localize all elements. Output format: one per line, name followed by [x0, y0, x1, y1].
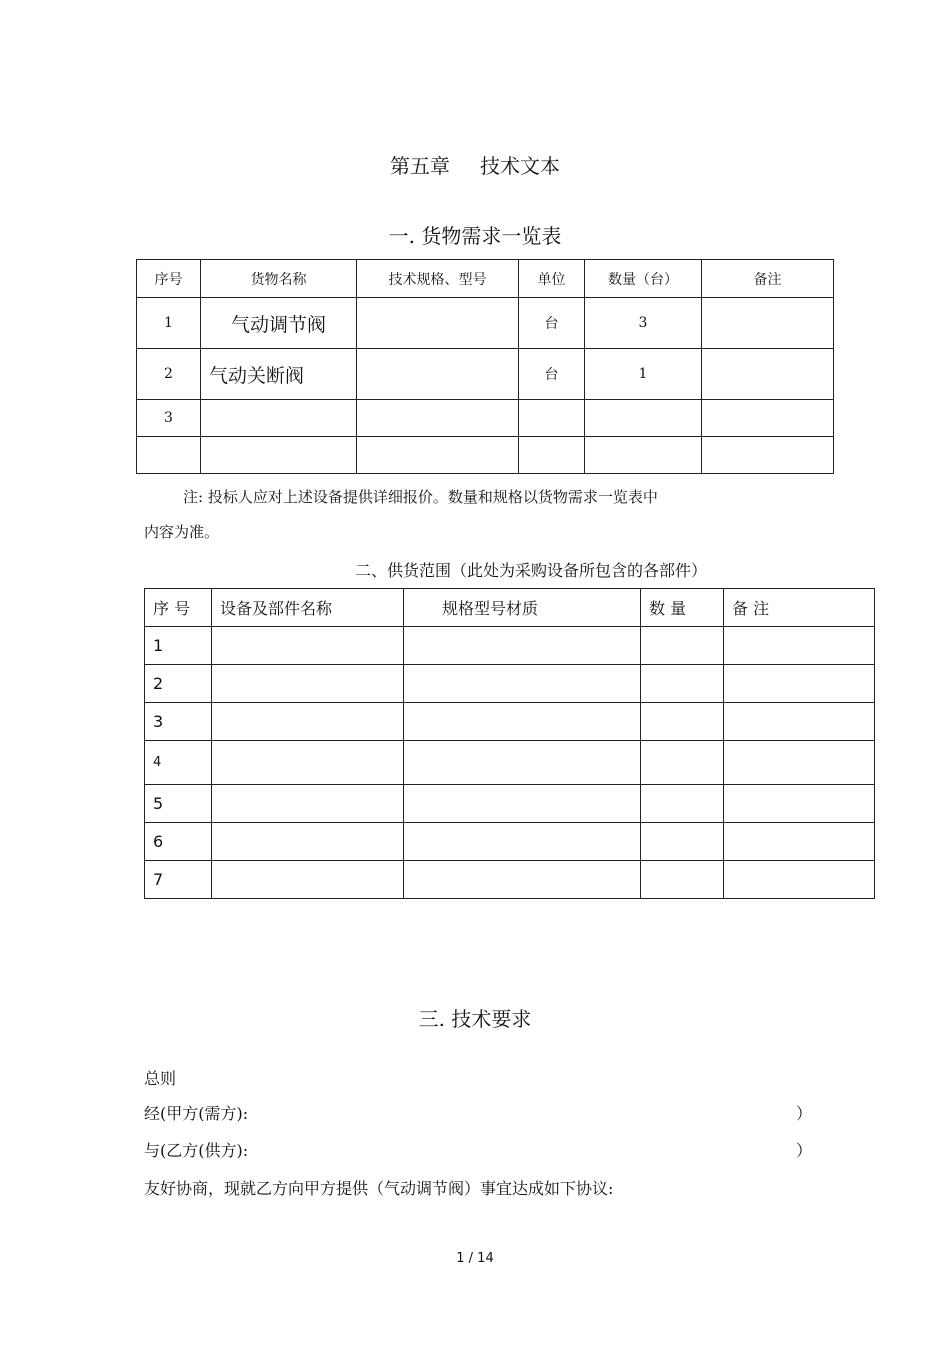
table-row: [145, 703, 875, 741]
table-cell: [201, 437, 357, 474]
party-a-close-paren: ）: [796, 1104, 813, 1123]
table-cell: [201, 400, 357, 437]
header-cell: 货物名称: [201, 260, 357, 298]
chapter-heading: [0, 150, 950, 179]
table-cell: 5: [145, 785, 212, 823]
header-cell: 序号: [137, 260, 201, 298]
party-b-close-paren: ）: [796, 1141, 813, 1160]
goods-requirement-table: [136, 259, 834, 474]
section3-title: 三. 技术要求: [418, 1007, 532, 1031]
table-cell: [585, 437, 702, 474]
table-cell: [357, 400, 519, 437]
table-row: [145, 861, 875, 899]
general-heading: 总则: [144, 1069, 177, 1088]
table-cell: 7: [145, 861, 212, 899]
table-cell: 3: [585, 298, 702, 349]
table-cell: [404, 703, 641, 741]
table-cell: 6: [145, 823, 212, 861]
header-cell: 技术规格、型号: [357, 260, 519, 298]
header-cell: 数量（台）: [585, 260, 702, 298]
table-cell: [357, 298, 519, 349]
table-row: [145, 627, 875, 665]
table-cell: [357, 437, 519, 474]
table-cell: [724, 861, 875, 899]
table-cell: [404, 741, 641, 785]
table-header-row: [145, 589, 875, 627]
table-row: [145, 823, 875, 861]
table-cell: [702, 400, 834, 437]
section2-title: 二、供货范围（此处为采购设备所包含的各部件）: [355, 561, 708, 580]
table-cell: [357, 349, 519, 400]
table-cell: 1: [585, 349, 702, 400]
chapter-title: 技术文本: [480, 154, 560, 178]
table-cell: 1: [137, 298, 201, 349]
table-row: [145, 785, 875, 823]
header-cell: 备 注: [724, 589, 875, 627]
table-cell: [724, 741, 875, 785]
table-cell: [137, 437, 201, 474]
table-cell: [724, 823, 875, 861]
table-cell: [641, 785, 724, 823]
table-cell: [641, 703, 724, 741]
table-cell: 台: [519, 298, 585, 349]
chapter-number: 第五章: [390, 154, 450, 178]
table-cell: 台: [519, 349, 585, 400]
table-cell: [212, 627, 404, 665]
table-cell: 2: [137, 349, 201, 400]
section1-title: 一. 货物需求一览表: [388, 224, 562, 248]
header-cell: 数 量: [641, 589, 724, 627]
table-cell: [404, 665, 641, 703]
table-cell: 1: [145, 627, 212, 665]
table-cell: 4: [145, 741, 212, 785]
table-cell: [212, 665, 404, 703]
table-cell: [404, 785, 641, 823]
table-cell: [404, 627, 641, 665]
table-cell: 气动调节阀: [201, 298, 357, 349]
header-cell: 备注: [702, 260, 834, 298]
table-cell: [702, 437, 834, 474]
table-cell: [724, 785, 875, 823]
page-number: 1 / 14: [456, 1251, 494, 1266]
table-cell: [519, 400, 585, 437]
table-row: [137, 349, 834, 400]
table-cell: 3: [145, 703, 212, 741]
header-cell: 序 号: [145, 589, 212, 627]
table-cell: [641, 627, 724, 665]
table-cell: [641, 861, 724, 899]
header-cell: 规格型号材质: [404, 589, 641, 627]
table-cell: [212, 823, 404, 861]
table-cell: [702, 349, 834, 400]
table-header-row: [137, 260, 834, 298]
agreement-line: 友好协商，现就乙方向甲方提供（气动调节阀）事宜达成如下协议:: [144, 1179, 614, 1198]
table-cell: [404, 861, 641, 899]
table-row: [145, 741, 875, 785]
table-cell: [641, 665, 724, 703]
table-cell: [212, 861, 404, 899]
table-cell: 3: [137, 400, 201, 437]
table-cell: [212, 741, 404, 785]
table-cell: [519, 437, 585, 474]
party-a-line: 经(甲方(需方):: [144, 1104, 249, 1123]
table-cell: [585, 400, 702, 437]
header-cell: 单位: [519, 260, 585, 298]
table-cell: [641, 741, 724, 785]
table-cell: [404, 823, 641, 861]
table-row: [137, 400, 834, 437]
table-cell: [702, 298, 834, 349]
table-row: [137, 298, 834, 349]
table-cell: [212, 703, 404, 741]
table-cell: [724, 665, 875, 703]
table-cell: [212, 785, 404, 823]
note-line-1: 注: 投标人应对上述设备提供详细报价。数量和规格以货物需求一览表中: [183, 488, 658, 506]
note-line-2: 内容为准。: [144, 523, 220, 541]
party-b-line: 与(乙方(供方):: [144, 1141, 249, 1160]
header-cell: 设备及部件名称: [212, 589, 404, 627]
supply-scope-table: [144, 588, 875, 899]
table-row: [145, 665, 875, 703]
table-cell: [641, 823, 724, 861]
table-cell: 2: [145, 665, 212, 703]
table-cell: [724, 627, 875, 665]
table-row: [137, 437, 834, 474]
table-cell: 气动关断阀: [201, 349, 357, 400]
table-cell: [724, 703, 875, 741]
